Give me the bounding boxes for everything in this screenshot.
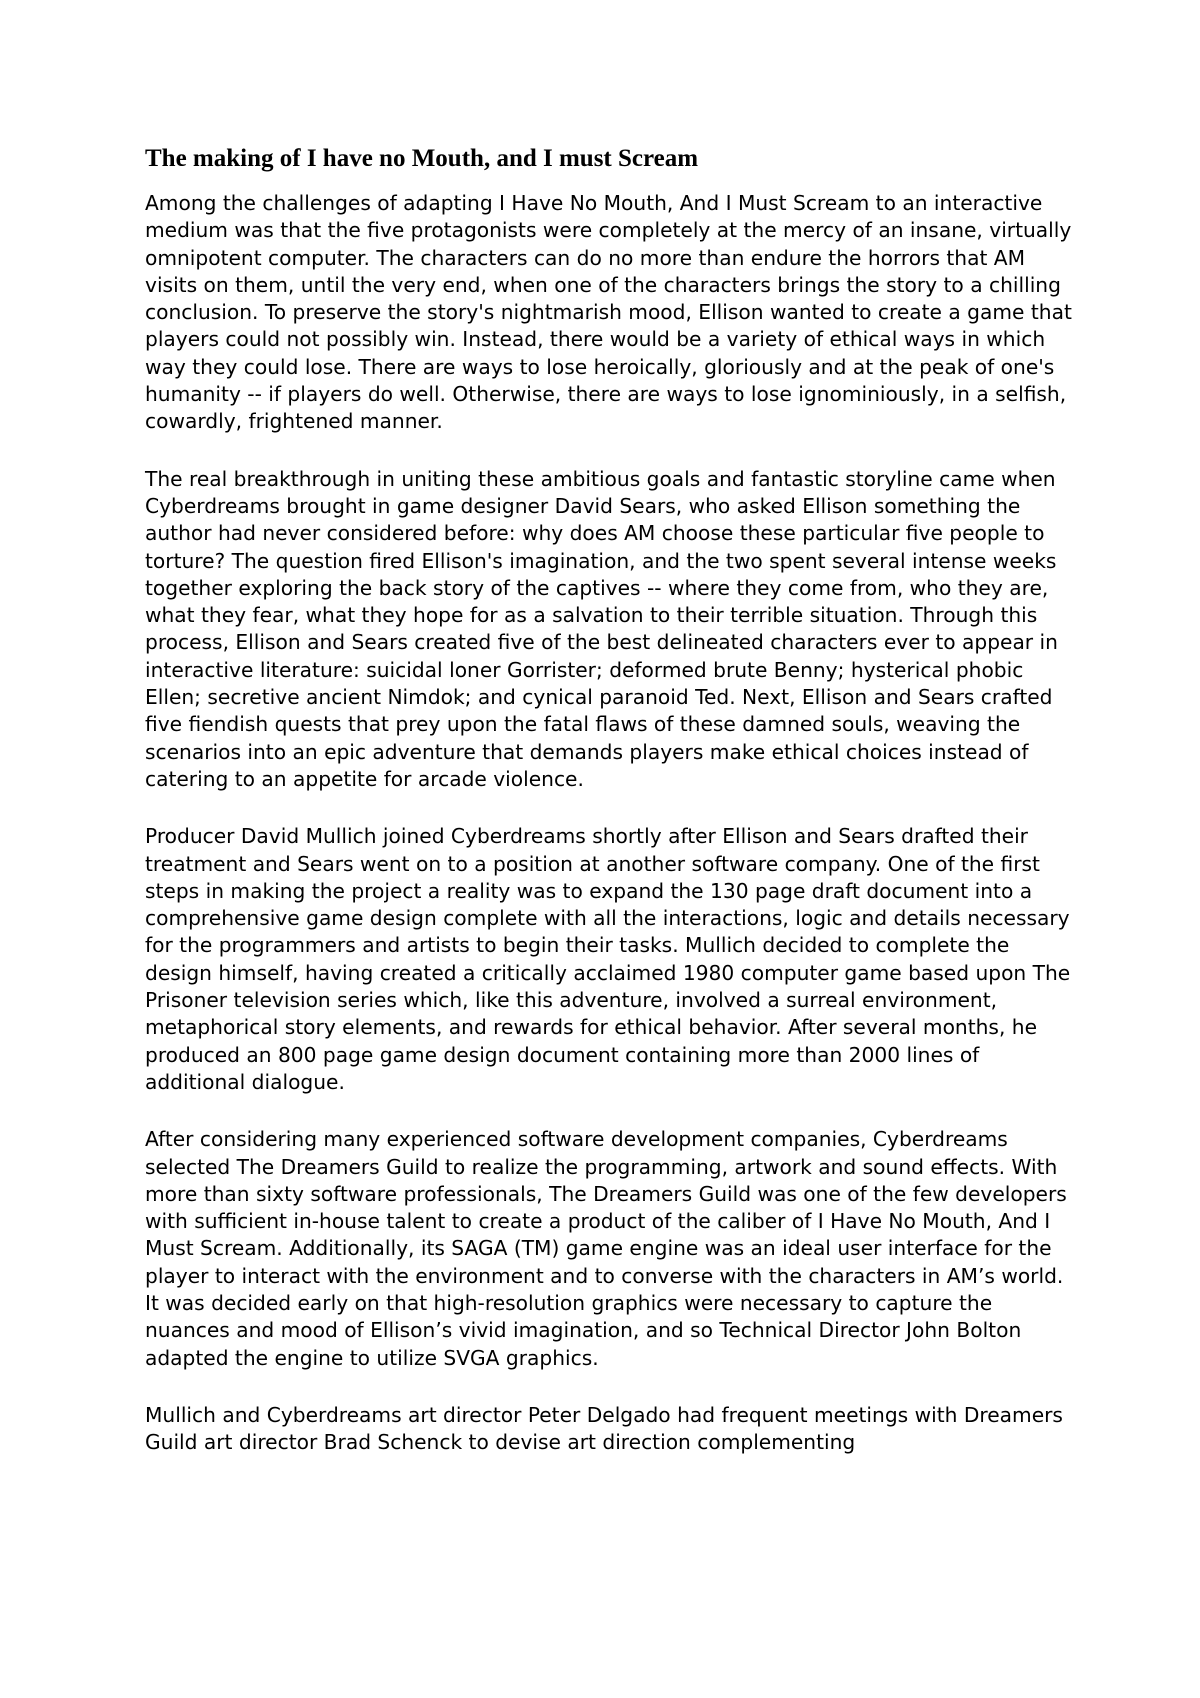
paragraph-5: Mullich and Cyberdreams art director Peter Delgado had frequent meetings with Dreamers Guild art director Brad Schenck to devise art direction complementing [145, 1402, 1063, 1455]
paragraph-4: After considering many experienced software development companies, Cyberdreams selected The Dreamers Guild to realize the programming, artwork and sound effects. With more than sixty software professionals, The Dreamers Guild was one of the few developers with sufficient in-house talent to create a product of the caliber of I Have No Mouth, And I Must Scream. Additionally, its SAGA (TM) game engine was an ideal user interface for the player to interact with the environment and to converse with the characters in AM’s world. It was decided early on that high-resolution graphics were necessary to capture the nuances and mood of Ellison’s vivid imagination, and so Technical Director John Bolton adapted the engine to utilize SVGA graphics. [145, 1127, 1067, 1370]
document-page [145, 140, 1075, 1486]
document-title: The making of I have no Mouth, and I must Scream [145, 145, 699, 172]
paragraph-2: The real breakthrough in uniting these ambitious goals and fantastic storyline came when Cyberdreams brought in game designer David Sears, who asked Ellison something the author had never considered before: why does AM choose these particular five people to torture? The question fired Ellison's imagination, and the two spent several intense weeks together exploring the back story of the captives -- where they come from, who they are, what they fear, what they hope for as a salvation to their terrible situation. Through this process, Ellison and Sears created five of the best delineated characters ever to appear in interactive literature: suicidal loner Gorrister; deformed brute Benny; hysterical phobic Ellen; secretive ancient Nimdok; and cynical paranoid Ted. Next, Ellison and Sears crafted five fiendish quests that prey upon the fatal flaws of these damned souls, weaving the scenarios into an epic adventure that demands players make ethical choices instead of catering to an appetite for arcade violence. [145, 466, 1058, 791]
paragraph-1: Among the challenges of adapting I Have No Mouth, And I Must Scream to an interactive medium was that the five protagonists were completely at the mercy of an insane, virtually omnipotent computer. The characters can do no more than endure the horrors that AM visits on them, until the very end, when one of the characters brings the story to a chilling conclusion. To preserve the story's nightmarish mood, Ellison wanted to create a game that players could not possibly win. Instead, there would be a variety of ethical ways in which way they could lose. There are ways to lose heroically, gloriously and at the peak of one's humanity -- if players do well. Otherwise, there are ways to lose ignominiously, in a selfish, cowardly, frightened manner. [145, 191, 1072, 434]
paragraph-3: Producer David Mullich joined Cyberdreams shortly after Ellison and Sears drafted their treatment and Sears went on to a position at another software company. One of the first steps in making the project a reality was to expand the 130 page draft document into a comprehensive game design complete with all the interactions, logic and details necessary for the programmers and artists to begin their tasks. Mullich decided to complete the design himself, having created a critically acclaimed 1980 computer game based upon The Prisoner television series which, like this adventure, involved a surreal environment, metaphorical story elements, and rewards for ethical behavior. After several months, he produced an 800 page game design document containing more than 2000 lines of additional dialogue. [145, 824, 1071, 1094]
